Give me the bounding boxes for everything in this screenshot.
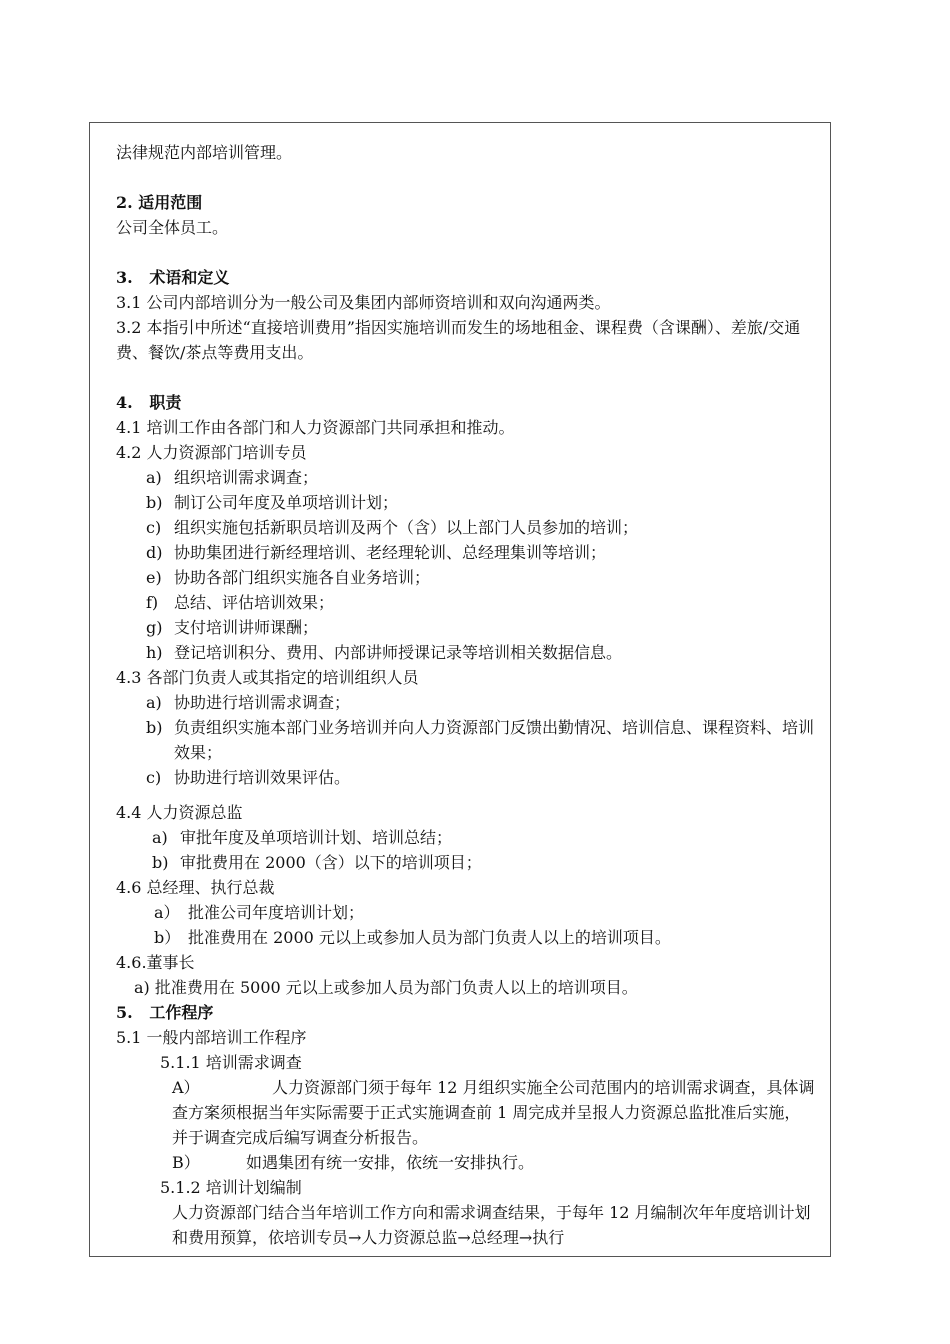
section-4-6: 4.6 总经理、执行总裁 bbox=[116, 878, 275, 897]
section-3-2: 3.2 本指引中所述“直接培训费用”指因实施培训而发生的场地租金、课程费（含课酬）、差旅/交通费、餐饮/茶点等费用支出。 bbox=[116, 318, 801, 362]
list-item: b) 审批费用在 2000（含）以下的培训项目； bbox=[152, 853, 482, 872]
document-body bbox=[116, 140, 816, 1250]
section-2-body: 公司全体员工。 bbox=[116, 218, 229, 237]
list-item: a） 批准公司年度培训计划； bbox=[154, 903, 365, 922]
list-item: c) 组织实施包括新职员培训及两个（含）以上部门人员参加的培训； bbox=[146, 518, 639, 537]
section-4-title: 4. 职责 bbox=[116, 393, 182, 412]
section-4-3: 4.3 各部门负责人或其指定的培训组织人员 bbox=[116, 668, 419, 687]
list-item: h) 登记培训积分、费用、内部讲师授课记录等培训相关数据信息。 bbox=[146, 643, 623, 662]
section-5-1-1: 5.1.1 培训需求调查 bbox=[160, 1053, 302, 1072]
section-4-1: 4.1 培训工作由各部门和人力资源部门共同承担和推动。 bbox=[116, 418, 515, 437]
section-4-4: 4.4 人力资源总监 bbox=[116, 803, 243, 822]
section-4-6-board: 4.6.董事长 bbox=[116, 953, 195, 972]
section-2-title: 2. 适用范围 bbox=[116, 193, 203, 212]
list-item: a) 协助进行培训需求调查； bbox=[146, 693, 351, 712]
list-item: e) 协助各部门组织实施各自业务培训； bbox=[146, 568, 431, 587]
para-5-1-1-a: A） 人力资源部门须于每年 12 月组织实施全公司范围内的培训需求调查，具体调查方案须根据当年实际需要于正式实施调查前 1 周完成并呈报人力资源总监批准后实施，并于调查完成后编写调查分析报告。 bbox=[172, 1078, 815, 1147]
list-item: a) 组织培训需求调查； bbox=[146, 468, 319, 487]
section-4-2: 4.2 人力资源部门培训专员 bbox=[116, 443, 307, 462]
list-item: a) 批准费用在 5000 元以上或参加人员为部门负责人以上的培训项目。 bbox=[134, 978, 638, 997]
section-3-title: 3. 术语和定义 bbox=[116, 268, 230, 287]
para-5-1-2-text: 人力资源部门结合当年培训工作方向和需求调查结果，于每年 12 月编制次年年度培训计划和费用预算，依培训专员→人力资源总监→总经理→执行 bbox=[172, 1203, 811, 1247]
list-item: g) 支付培训讲师课酬； bbox=[146, 618, 319, 637]
list-item: c) 协助进行培训效果评估。 bbox=[146, 768, 351, 787]
para-5-1-1-b: B） 如遇集团有统一安排，依统一安排执行。 bbox=[172, 1153, 535, 1172]
list-item: f) 总结、评估培训效果； bbox=[146, 593, 335, 612]
section-5-1-2: 5.1.2 培训计划编制 bbox=[160, 1178, 302, 1197]
section-5-title: 5. 工作程序 bbox=[116, 1003, 214, 1022]
intro-text: 法律规范内部培训管理。 bbox=[116, 143, 293, 162]
list-item: b） 批准费用在 2000 元以上或参加人员为部门负责人以上的培训项目。 bbox=[154, 928, 671, 947]
list-item: b) 制订公司年度及单项培训计划； bbox=[146, 493, 399, 512]
list-item: d) 协助集团进行新经理培训、老经理轮训、总经理集训等培训； bbox=[146, 543, 607, 562]
list-item: a) 审批年度及单项培训计划、培训总结； bbox=[152, 828, 453, 847]
section-5-1: 5.1 一般内部培训工作程序 bbox=[116, 1028, 307, 1047]
section-3-1: 3.1 公司内部培训分为一般公司及集团内部师资培训和双向沟通两类。 bbox=[116, 293, 611, 312]
list-item: b) 负责组织实施本部门业务培训并向人力资源部门反馈出勤情况、培训信息、课程资料、培训效果； bbox=[146, 718, 815, 762]
